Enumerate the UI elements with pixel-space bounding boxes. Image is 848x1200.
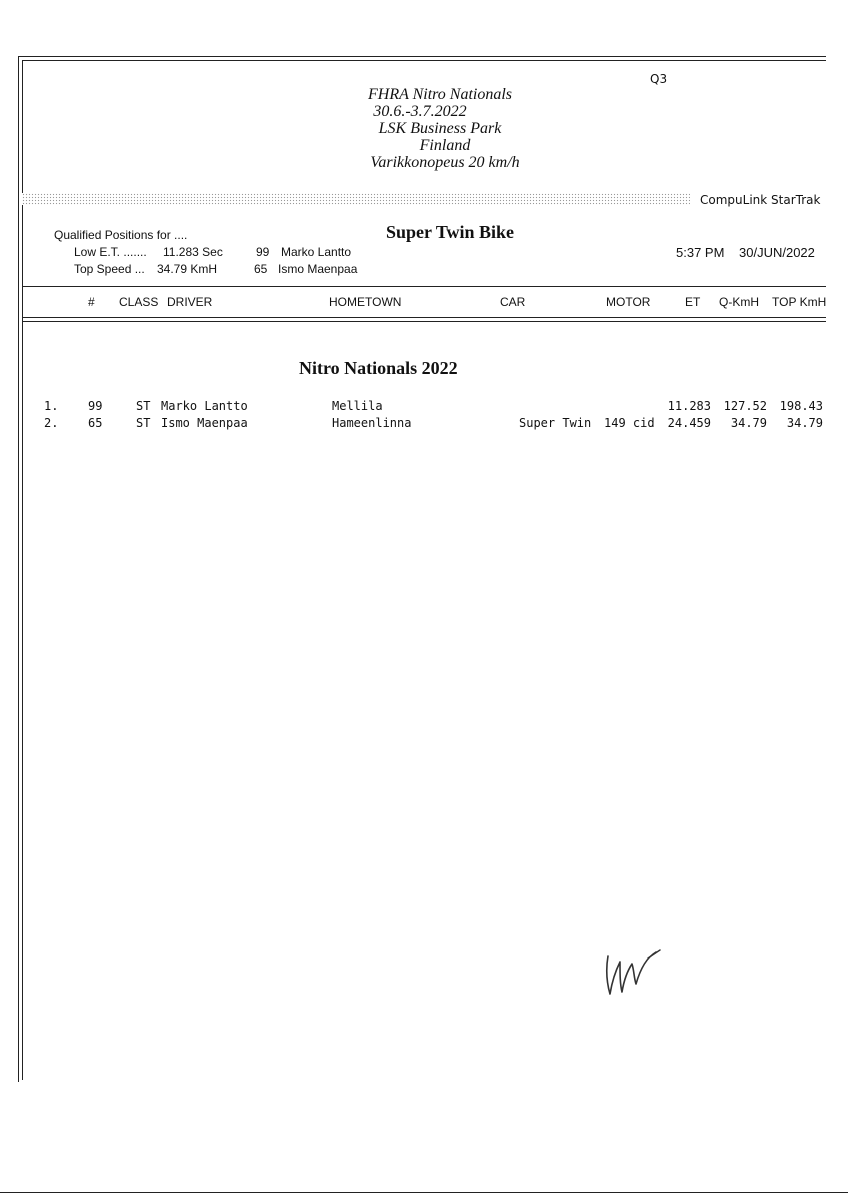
col-class: CLASS (119, 295, 159, 309)
row-qkmh: 127.52 (723, 399, 767, 413)
event-dates: 30.6.-3.7.2022 (373, 103, 467, 120)
left-border-outer (18, 56, 19, 1082)
header-line-bottom-2 (22, 321, 826, 322)
row-et: 11.283 (667, 399, 711, 413)
top-speed-number: 65 (254, 262, 268, 276)
dotted-separator (22, 193, 690, 205)
class-title: Super Twin Bike (386, 222, 515, 242)
row-number: 99 (88, 399, 103, 413)
col-motor: MOTOR (606, 295, 651, 309)
low-et-driver: Marko Lantto (281, 245, 352, 259)
event-country: Finland (419, 137, 471, 154)
col-et: ET (685, 295, 701, 309)
event-venue: LSK Business Park (378, 120, 502, 137)
event-title: FHRA Nitro Nationals (367, 86, 512, 103)
left-border-inner (22, 60, 23, 1080)
row-motor: 149 cid (604, 416, 655, 430)
col-top-kmh: TOP KmH (772, 295, 827, 309)
low-et-value: 11.283 Sec (163, 245, 223, 259)
row-driver: Ismo Maenpaa (161, 416, 248, 430)
section-title: Nitro Nationals 2022 (299, 358, 458, 378)
row-class: ST (136, 416, 151, 430)
col-driver: DRIVER (167, 295, 213, 309)
row-top: 34.79 (786, 416, 823, 430)
header-line-top (22, 286, 826, 287)
top-border-inner (22, 60, 826, 61)
row-hometown: Hameenlinna (332, 416, 412, 430)
row-number: 65 (88, 416, 103, 430)
row-class: ST (136, 399, 151, 413)
top-speed-value: 34.79 KmH (157, 262, 218, 276)
corner-code: Q3 (650, 72, 668, 86)
top-speed-label: Top Speed ... (74, 262, 145, 276)
row-driver: Marko Lantto (161, 399, 248, 413)
row-hometown: Mellila (332, 399, 383, 413)
col-number: # (88, 295, 95, 309)
qualified-label: Qualified Positions for .... (54, 228, 188, 242)
col-car: CAR (500, 295, 526, 309)
pit-speed-note: Varikkonopeus 20 km/h (370, 154, 520, 171)
col-hometown: HOMETOWN (329, 295, 402, 309)
col-qkmh: Q-KmH (719, 295, 759, 309)
row-top: 198.43 (779, 399, 823, 413)
timing-system: CompuLink StarTrak (700, 193, 821, 207)
bottom-border (0, 1192, 848, 1193)
row-position: 1. (44, 399, 59, 413)
signature (598, 944, 668, 1000)
row-position: 2. (44, 416, 59, 430)
low-et-number: 99 (256, 245, 270, 259)
top-speed-driver: Ismo Maenpaa (278, 262, 358, 276)
top-border-outer (18, 56, 826, 57)
header-line-bottom-1 (22, 317, 826, 318)
low-et-label: Low E.T. ....... (74, 245, 147, 259)
report-date: 30/JUN/2022 (739, 245, 815, 260)
report-time: 5:37 PM (676, 245, 725, 260)
row-car: Super Twin (519, 416, 592, 430)
row-qkmh: 34.79 (730, 416, 767, 430)
row-et: 24.459 (667, 416, 711, 430)
